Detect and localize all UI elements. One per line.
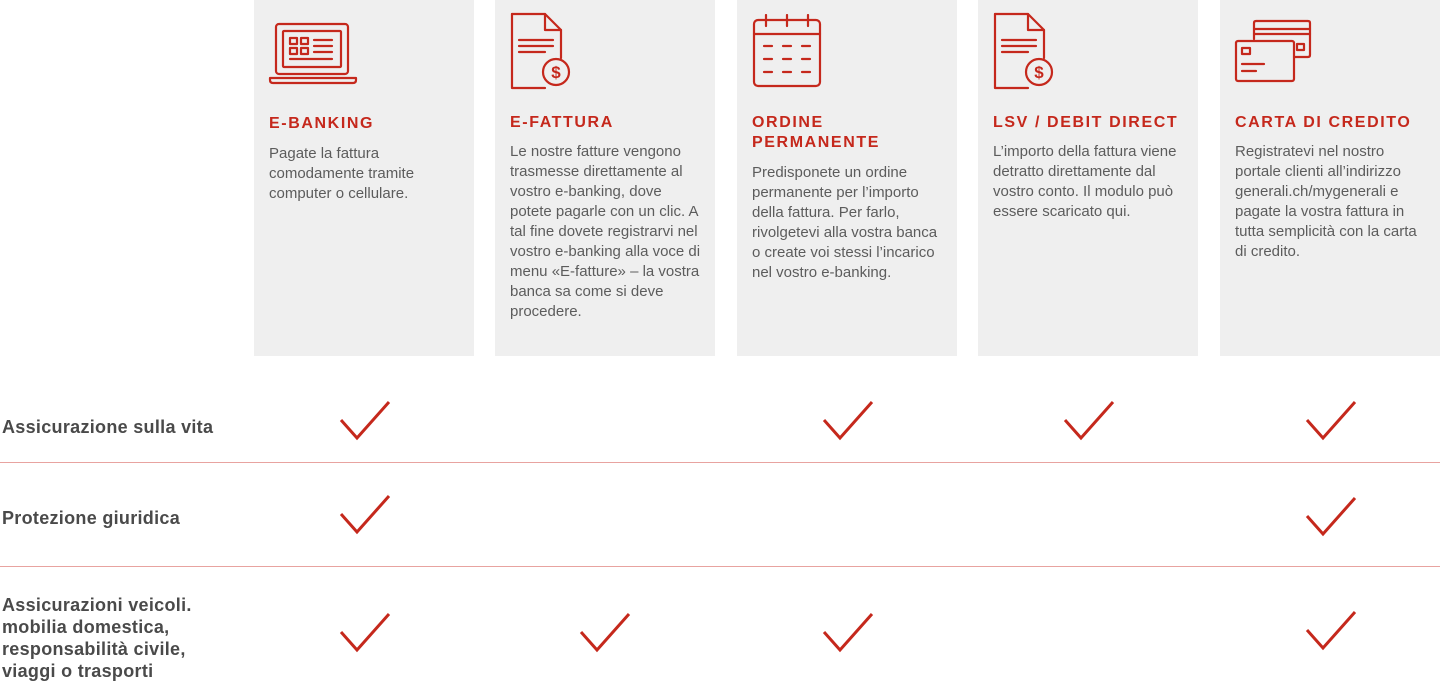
check-icon xyxy=(822,612,874,654)
method-title: ORDINE PERMANENTE xyxy=(752,114,881,151)
calendar-icon xyxy=(751,14,823,90)
method-card-ordine-permanente xyxy=(737,0,957,356)
svg-text:$: $ xyxy=(1034,63,1044,82)
method-description: Registratevi nel nostro portale clienti all’indirizzo generali.ch/mygenerali e pagate la vostra fattura in tutta semplicità con la carta di credito. xyxy=(1235,143,1417,260)
method-title: LSV / DEBIT DIRECT xyxy=(993,114,1179,131)
row-label-legal-protection: Protezione giuridica xyxy=(2,508,181,528)
invoice-dollar-icon xyxy=(509,12,571,90)
method-card-lsv-debit-direct xyxy=(978,0,1198,356)
credit-cards-icon xyxy=(1234,19,1312,85)
laptop-icon xyxy=(268,22,358,86)
check-icon xyxy=(1305,610,1357,652)
check-icon xyxy=(579,612,631,654)
check-icon xyxy=(1305,496,1357,538)
method-description: Pagate la fattura comodamente tramite computer o cellulare. xyxy=(269,145,415,202)
method-description: Predisponete un ordine permanente per l’importo della fattura. Per farlo, rivolgetevi alla vostra banca o create voi stessi l’incarico nel vostro e-banking. xyxy=(752,164,938,281)
method-title: E-BANKING xyxy=(269,115,375,132)
check-icon xyxy=(339,400,391,442)
check-icon xyxy=(1063,400,1115,442)
row-divider xyxy=(0,462,1440,463)
check-icon xyxy=(1305,400,1357,442)
method-description: Le nostre fatture vengono trasmesse direttamente al vostro e-banking, dove potete pagarle con un clic. A tal fine dovete registrarvi nel vostro e-banking alla voce di menu «E-fatture» – la vostra banca sa come si deve procedere. xyxy=(510,143,701,320)
check-icon xyxy=(822,400,874,442)
check-icon xyxy=(339,612,391,654)
method-title: CARTA DI CREDITO xyxy=(1235,114,1412,131)
method-description: L’importo della fattura viene detratto direttamente dal vostro conto. Il modulo può essere scaricato qui. xyxy=(993,143,1177,220)
check-icon xyxy=(339,494,391,536)
svg-text:$: $ xyxy=(551,63,561,82)
invoice-dollar-icon xyxy=(992,12,1054,90)
method-title: E-FATTURA xyxy=(510,114,614,131)
method-card-carta-di-credito xyxy=(1220,0,1440,356)
method-card-e-fattura xyxy=(495,0,715,356)
row-label-life-insurance: Assicurazione sulla vita xyxy=(2,417,214,437)
row-divider xyxy=(0,566,1440,567)
method-card-e-banking xyxy=(254,0,474,356)
row-label-vehicle-insurance: Assicurazioni veicoli. mobilia domestica, responsabilità civile, viaggi o trasporti xyxy=(2,595,192,681)
